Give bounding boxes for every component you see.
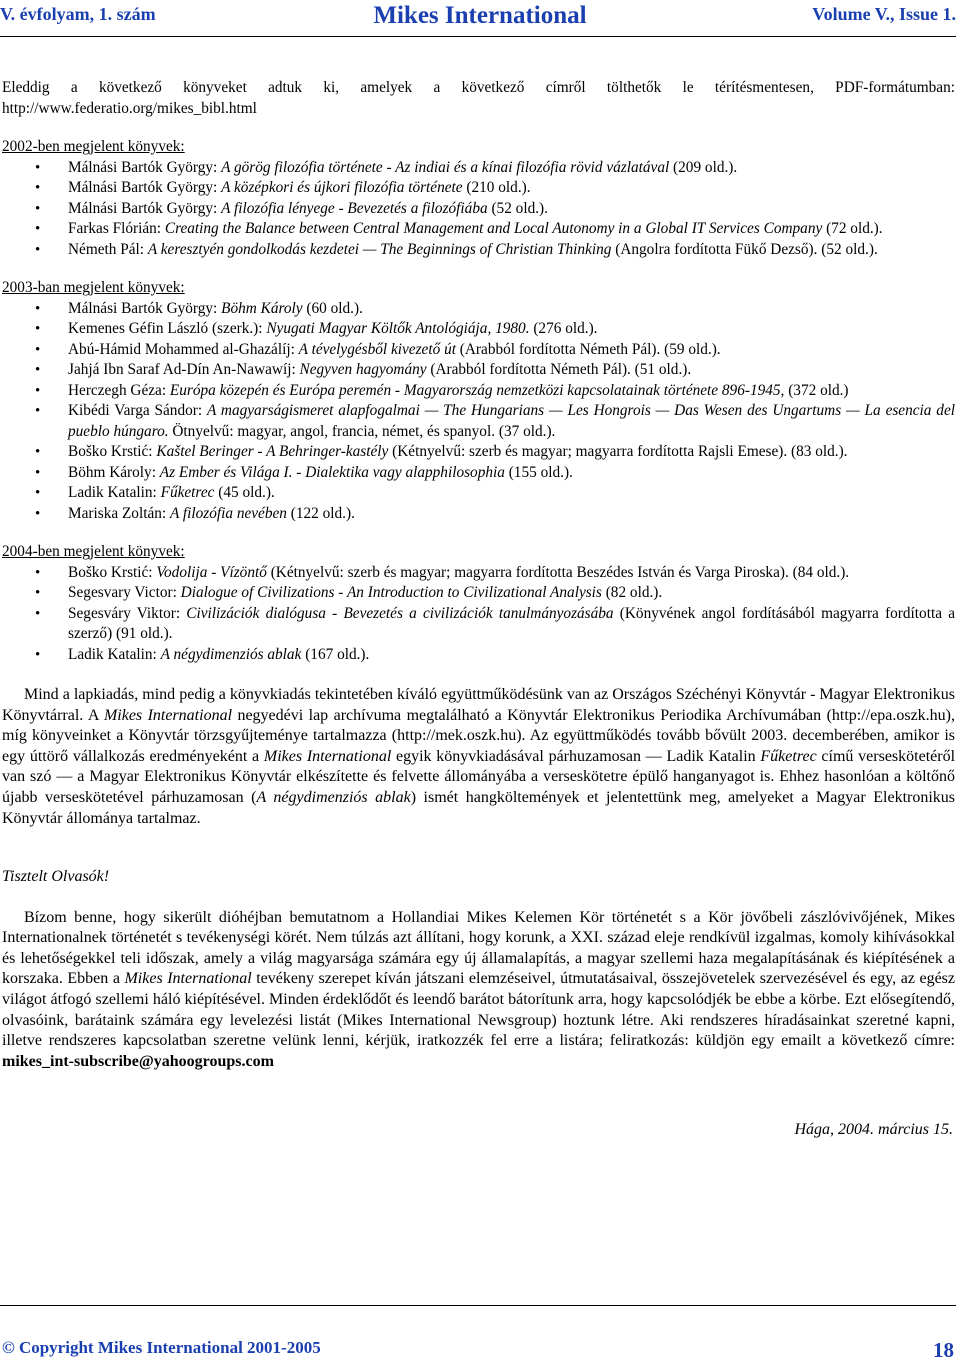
book-author: Málnási Bartók György:: [68, 158, 222, 176]
book-details: (60 old.).: [302, 299, 363, 317]
text-run: Mind a lapkiadás, mind pedig a könyvkiadás tekintetében kíváló együttműködésünk van az Országos Széchényi Könyvtár - Magyar Elektronikus Könyvtárral. A: [2, 686, 955, 724]
journal-title: Mikes International: [373, 2, 587, 29]
text-run: Bízom benne, hogy sikerült dióhéjban bemutatnom a Hollandiai Mikes Kelemen Kör történetét s a Kör jövőbeli zászlóvivőjének, Mikes Internationalnek történetét s tevékenységi körét. Nem túlzás azt állítani, hogy korunk, a XXI. század eleje rendkívül izgalmas, komoly kihívásokkal és lehetőségekkel teli időszak, amely a világ magyarsága számára egy új államalapítás, a magyar szellemi haza megalapításának és kiépítésének a korszaka. Ebben a: [2, 908, 955, 988]
book-item: [2, 483, 955, 504]
book-author: Ladik Katalin:: [68, 484, 161, 501]
book-details: (209 old.).: [669, 158, 738, 176]
book-title: Nyugati Magyar Költők Antológiája, 1980.: [266, 320, 530, 337]
cooperation-paragraph: [2, 685, 955, 829]
page-content: [2, 78, 955, 1141]
book-details: (122 old.).: [286, 504, 355, 522]
text-run: egyik könyvkiadásával párhuzamosan — Ladik Katalin: [391, 747, 761, 765]
book-details: (372 old.): [784, 381, 849, 399]
book-details: (82 old.).: [601, 584, 663, 601]
book-item: [2, 645, 955, 666]
subscribe-email: mikes_int-subscribe@yahoogroups.com: [2, 1052, 274, 1070]
book-details: Ötnyelvű: magyar, angol, francia, német, és spanyol. (37 old.).: [168, 422, 556, 440]
book-title: Böhm Károly: [221, 299, 303, 317]
book-author: Kemenes Géfin László (szerk.):: [68, 320, 267, 337]
book-author: Boško Krstić:: [68, 443, 157, 460]
book-title: Dialogue of Civilizations - An Introduction to Civilizational Analysis: [180, 584, 602, 601]
book-author: Málnási Bartók György:: [68, 179, 222, 196]
book-title: A középkori és újkori filozófia története: [221, 179, 463, 196]
book-author: Boško Krstić:: [68, 563, 157, 581]
book-details: (Kétnyelvű: szerb és magyar; magyarra fordította Rajsli Emese). (83 old.).: [388, 443, 848, 460]
book-author: Jahjá Ibn Saraf Ad-Dín An-Nawawíj:: [68, 361, 300, 378]
italic-run: Mikes International: [263, 747, 392, 765]
book-list-2004: [2, 563, 955, 666]
book-title: Kaštel Beringer - A Behringer-kastély: [156, 443, 389, 460]
book-author: Mariska Zoltán:: [68, 504, 170, 522]
book-author: Herczegh Géza:: [68, 381, 170, 399]
book-item: [2, 442, 955, 463]
volume-english: Volume V., Issue 1.: [812, 4, 956, 24]
book-author: Segesvary Victor:: [68, 584, 181, 601]
italic-run: Mikes International: [103, 706, 233, 724]
book-item: [2, 381, 955, 402]
book-item: [2, 401, 955, 442]
book-author: Segesváry Viktor:: [68, 604, 187, 622]
italic-run: Fűketrec: [760, 747, 817, 765]
italic-run: Mikes International: [124, 970, 252, 988]
book-title: A görög filozófia története - Az indiai és a kínai filozófia rövid vázlatával: [221, 158, 670, 176]
text-run: ) ismét hangköltemények et jelentettünk meg, amelyeket a Magyar Elektronikus Könyvtár állománya tartalmaz.: [2, 788, 956, 827]
book-item: [2, 178, 955, 199]
book-item: [2, 360, 955, 381]
book-title: A filozófia nevében: [169, 504, 287, 522]
book-item: [2, 319, 955, 340]
book-details: (155 old.).: [504, 463, 573, 481]
section-title-2002: 2002-ben megjelent könyvek:: [2, 138, 185, 155]
greeting: Tisztelt Olvasók!: [2, 868, 110, 886]
section-title-2004: 2004-ben megjelent könyvek:: [2, 543, 185, 560]
volume-hungarian: V. évfolyam, 1. szám: [0, 4, 156, 24]
book-details: (167 old.).: [301, 645, 370, 663]
book-title: Creating the Balance between Central Management and Local Autonomy in a Global IT Services Company: [164, 220, 823, 237]
book-item: [2, 158, 955, 179]
book-details: (Kétnyelvű: szerb és magyar; magyarra fordította Beszédes István és Varga Piroska). (84 old.).: [266, 563, 850, 581]
book-item: [2, 563, 955, 584]
book-title: Európa közepén és Európa peremén - Magyarország nemzetközi kapcsolatainak története 896-1945,: [169, 381, 785, 399]
book-item: [2, 604, 955, 645]
copyright: © Copyright Mikes International 2001-2005: [2, 1338, 321, 1357]
book-title: A magyarságismeret alapfogalmai — The Hungarians — Les Hongrois — Das Wesen des Ungartums — La esencia del pueblo húngaro.: [68, 402, 955, 440]
book-title: Civilizációk dialógusa - Bevezetés a civilizációk tanulmányozásába: [186, 604, 614, 622]
book-title: A tévelygésből kivezető út: [298, 340, 456, 358]
book-details: (Angolra fordította Fükő Dezső). (52 old.).: [611, 240, 878, 258]
book-details: (210 old.).: [462, 179, 531, 196]
book-author: Böhm Károly:: [68, 463, 160, 481]
book-author: Ladik Katalin:: [68, 645, 161, 663]
page-header: [0, 0, 960, 40]
page-number: 18: [933, 1338, 954, 1362]
book-details: (45 old.).: [214, 484, 275, 501]
book-title: A négydimenziós ablak: [160, 645, 302, 663]
book-details: (Arabból fordította Németh Pál). (59 old.).: [455, 340, 721, 358]
book-details: (276 old.).: [529, 320, 598, 337]
book-author: Abú-Hámid Mohammed al-Ghazálíj:: [68, 340, 299, 358]
book-title: Fűketrec: [160, 484, 215, 501]
intro-paragraph: Eleddig a következő könyveket adtuk ki, amelyek a következő címről tölthetők le térítésmentesen, PDF-formátumban: http://www.federatio.org/mikes_bibl.html: [2, 79, 955, 117]
book-item: [2, 299, 955, 320]
book-list-2003: [2, 299, 955, 525]
book-details: (52 old.).: [487, 199, 548, 217]
book-item: [2, 504, 955, 525]
book-author: Málnási Bartók György:: [68, 299, 222, 317]
signature: Hága, 2004. március 15.: [794, 1121, 953, 1139]
header-rule: [0, 36, 956, 37]
book-author: Németh Pál:: [68, 240, 148, 258]
book-title: Vodolija - Vízöntő: [156, 563, 267, 581]
section-title-2003: 2003-ban megjelent könyvek:: [2, 279, 185, 296]
book-author: Farkas Flórián:: [68, 220, 165, 237]
text-run: negyedévi lap archívuma megtalálható a Könyvtár Elektronikus Periodika Archívumában (http://epa.oszk.hu), míg könyveinket a Könyvtár törzsgyűjteménye tartalmazza (http://mek.oszk.hu). Az együttműködés tovább bővült 2003. decemberében, amikor is egy úttörő vállalkozás eredményeként a: [2, 706, 956, 765]
book-item: [2, 199, 955, 220]
footer-rule: [0, 1305, 956, 1306]
book-item: [2, 463, 955, 484]
book-title: Az Ember és Világa I. - Dialektika vagy alapphilosophia: [159, 463, 505, 481]
book-author: Kibédi Varga Sándor:: [68, 402, 207, 419]
book-details: (Arabból fordította Németh Pál). (51 old.).: [426, 361, 692, 378]
book-item: [2, 583, 955, 604]
book-author: Málnási Bartók György:: [68, 199, 222, 217]
book-details: (Könyvének angol fordításából magyarra fordította a szerző) (91 old.).: [68, 604, 955, 642]
closing-paragraph: [2, 908, 955, 1073]
book-list-2002: [2, 158, 955, 261]
italic-run: A négydimenziós ablak: [256, 788, 411, 806]
book-item: [2, 340, 955, 361]
text-run: tevékeny szerepet kíván játszani elemzéseivel, útmutatásaival, összejövetelek szervezésével és egy, az egész világot átfogó szellemi háló kiépítésével. Minden érdeklődőt és leendő barátot bátorítunk arra, hogy kapcsolódjék be ebbe a körbe. Ezt elősegítendő, olvasóink, barátaink számára egy levelezési listát (Mikes International Newsgroup) hoztunk létre. Aki rendszeres híradásainkat szeretné kapni, illetve rendszeres kapcsolatban szeretne velünk lenni, kérjük, iratkozzék fel erre a listára; feliratkozás: küldjön egy emailt a következő címre:: [2, 970, 955, 1050]
book-title: Negyven hagyomány: [299, 361, 427, 378]
book-item: [2, 219, 955, 240]
book-title: A filozófia lényege - Bevezetés a filozófiába: [221, 199, 488, 217]
text-run: című verseskötetéről van szó — a Magyar Elektronikus Könyvtár elkészítette és felvette állományába a verseskötetre épülő hanganyagot is. Ehhez hasonlóan a költőnő újabb verseskötetével párhuzamosan (: [2, 747, 956, 806]
book-title: A keresztyén gondolkodás kezdetei — The Beginnings of Christian Thinking: [147, 240, 612, 258]
book-item: [2, 240, 955, 261]
book-details: (72 old.).: [822, 220, 883, 237]
